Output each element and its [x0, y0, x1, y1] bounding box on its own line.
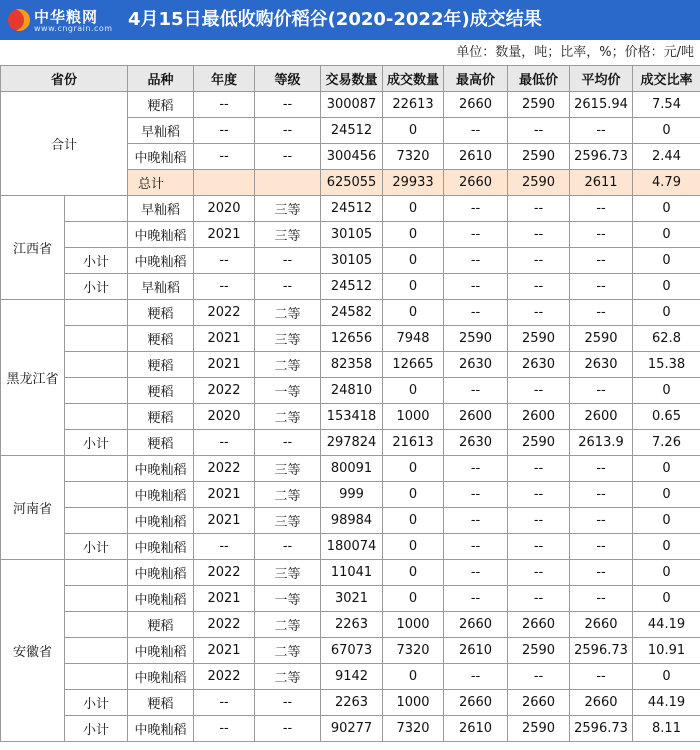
table-row — [1, 586, 700, 612]
subtotal-label: 小计 — [65, 534, 128, 560]
table-row — [1, 534, 700, 560]
table-cell: 12656 — [321, 326, 383, 352]
subtotal-label — [65, 300, 128, 326]
table-cell: -- — [444, 274, 508, 300]
table-cell: 三等 — [255, 456, 321, 482]
table-cell: -- — [508, 534, 570, 560]
table-cell: 2021 — [194, 508, 255, 534]
table-cell: 24512 — [321, 118, 383, 144]
table-cell: 三等 — [255, 222, 321, 248]
table-row — [1, 404, 700, 430]
table-cell: 2590 — [508, 638, 570, 664]
table-cell: 2630 — [508, 352, 570, 378]
table-cell: 9142 — [321, 664, 383, 690]
table-cell: -- — [508, 118, 570, 144]
table-cell: 67073 — [321, 638, 383, 664]
table-cell: 2021 — [194, 638, 255, 664]
table-cell: 1000 — [383, 404, 444, 430]
table-cell: 0 — [633, 664, 700, 690]
table-cell: 24512 — [321, 274, 383, 300]
table-cell: -- — [255, 144, 321, 170]
column-header: 品种 — [128, 66, 194, 92]
table-cell: 中晚籼稻 — [128, 586, 194, 612]
table-cell: 22613 — [383, 92, 444, 118]
table-cell: 二等 — [255, 482, 321, 508]
table-cell: 0 — [383, 482, 444, 508]
table-cell: 2021 — [194, 482, 255, 508]
table-cell: 0 — [633, 378, 700, 404]
table-cell: 二等 — [255, 664, 321, 690]
table-cell: 2610 — [444, 638, 508, 664]
table-cell: -- — [444, 560, 508, 586]
table-cell: -- — [194, 274, 255, 300]
table-cell: -- — [444, 118, 508, 144]
table-cell: 2660 — [508, 690, 570, 716]
table-cell: -- — [194, 144, 255, 170]
table-cell: 0 — [383, 586, 444, 612]
table-cell: -- — [570, 222, 633, 248]
table-cell: -- — [570, 664, 633, 690]
page-header — [0, 0, 700, 40]
table-cell: -- — [444, 534, 508, 560]
table-cell: -- — [255, 92, 321, 118]
table-cell: 0 — [633, 508, 700, 534]
table-cell: 中晚籼稻 — [128, 638, 194, 664]
table-cell: -- — [508, 508, 570, 534]
table-cell: 2600 — [570, 404, 633, 430]
table-cell: -- — [194, 430, 255, 456]
table-cell: -- — [255, 690, 321, 716]
table-cell: 0 — [633, 248, 700, 274]
table-cell: 粳稻 — [128, 378, 194, 404]
subtotal-label — [65, 586, 128, 612]
table-cell: 0 — [383, 248, 444, 274]
table-cell: 297824 — [321, 430, 383, 456]
table-cell: 中晚籼稻 — [128, 144, 194, 170]
subtotal-label — [65, 638, 128, 664]
table-cell: 2590 — [508, 716, 570, 742]
subtotal-label — [65, 196, 128, 222]
table-cell: 二等 — [255, 638, 321, 664]
site-logo[interactable] — [4, 4, 126, 36]
column-header: 交易数量 — [321, 66, 383, 92]
table-cell: 2630 — [444, 430, 508, 456]
table-cell: 粳稻 — [128, 404, 194, 430]
table-cell: 7.54 — [633, 92, 700, 118]
table-cell: 0 — [383, 222, 444, 248]
total-label: 总计 — [128, 170, 194, 196]
table-cell: 2660 — [570, 612, 633, 638]
table-cell: -- — [508, 222, 570, 248]
table-cell: 0 — [383, 378, 444, 404]
table-cell: 2020 — [194, 404, 255, 430]
province-name: 安徽省 — [1, 560, 65, 742]
table-cell: -- — [508, 300, 570, 326]
table-cell: 1000 — [383, 612, 444, 638]
column-header: 平均价 — [570, 66, 633, 92]
table-cell: -- — [444, 664, 508, 690]
page-title: 4月15日最低收购价稻谷(2020-2022年)成交结果 — [128, 9, 542, 30]
table-cell: 0 — [383, 118, 444, 144]
table-cell: 2660 — [444, 92, 508, 118]
table-cell: 300087 — [321, 92, 383, 118]
table-row — [1, 352, 700, 378]
table-cell: 二等 — [255, 352, 321, 378]
table-cell: 62.8 — [633, 326, 700, 352]
table-cell: 二等 — [255, 300, 321, 326]
subtotal-label: 小计 — [65, 274, 128, 300]
table-cell: 2021 — [194, 352, 255, 378]
table-cell: 2.44 — [633, 144, 700, 170]
table-cell: -- — [508, 248, 570, 274]
table-cell: -- — [194, 248, 255, 274]
table-cell: -- — [508, 560, 570, 586]
subtotal-label — [65, 456, 128, 482]
logo-url: www.cngrain.com — [34, 24, 113, 33]
table-cell: 7320 — [383, 716, 444, 742]
table-cell: 粳稻 — [128, 690, 194, 716]
column-header: 最高价 — [444, 66, 508, 92]
table-cell: -- — [570, 508, 633, 534]
table-cell: 0 — [383, 196, 444, 222]
table-cell: 2021 — [194, 326, 255, 352]
table-cell: 2022 — [194, 612, 255, 638]
table-cell: -- — [508, 482, 570, 508]
table-cell: 2630 — [570, 352, 633, 378]
table-row — [1, 560, 700, 586]
table-cell: 2660 — [444, 612, 508, 638]
table-cell: 中晚籼稻 — [128, 664, 194, 690]
table-cell: 早籼稻 — [128, 196, 194, 222]
table-cell: 中晚籼稻 — [128, 534, 194, 560]
table-cell: -- — [444, 456, 508, 482]
table-cell: -- — [570, 300, 633, 326]
table-cell: -- — [444, 222, 508, 248]
subtotal-label — [65, 222, 128, 248]
table-cell: 二等 — [255, 612, 321, 638]
total-cell: 2590 — [508, 170, 570, 196]
table-cell: 0.65 — [633, 404, 700, 430]
table-cell: 中晚籼稻 — [128, 248, 194, 274]
table-row — [1, 248, 700, 274]
table-cell: 90277 — [321, 716, 383, 742]
table-cell: 粳稻 — [128, 326, 194, 352]
subtotal-label — [65, 560, 128, 586]
column-header: 年度 — [194, 66, 255, 92]
subtotal-label — [65, 664, 128, 690]
table-cell: 2590 — [508, 326, 570, 352]
table-cell: 10.91 — [633, 638, 700, 664]
table-cell: -- — [508, 196, 570, 222]
table-cell: 180074 — [321, 534, 383, 560]
table-header-row — [1, 66, 700, 92]
table-cell: 2022 — [194, 456, 255, 482]
table-cell: 30105 — [321, 222, 383, 248]
column-header: 等级 — [255, 66, 321, 92]
table-cell: 0 — [633, 118, 700, 144]
table-cell: -- — [194, 716, 255, 742]
table-cell: 98984 — [321, 508, 383, 534]
table-cell: 30105 — [321, 248, 383, 274]
table-cell: -- — [255, 716, 321, 742]
total-cell: 2660 — [444, 170, 508, 196]
table-cell: -- — [255, 430, 321, 456]
table-cell: -- — [570, 586, 633, 612]
table-cell: 0 — [633, 300, 700, 326]
table-cell: -- — [444, 508, 508, 534]
table-cell: -- — [508, 664, 570, 690]
table-cell: 三等 — [255, 196, 321, 222]
table-cell: 2022 — [194, 664, 255, 690]
table-cell: 中晚籼稻 — [128, 222, 194, 248]
table-cell: 1000 — [383, 690, 444, 716]
table-cell: 2590 — [444, 326, 508, 352]
table-cell: 24582 — [321, 300, 383, 326]
table-cell: 0 — [633, 586, 700, 612]
table-cell: 中晚籼稻 — [128, 716, 194, 742]
table-row — [1, 92, 700, 118]
table-row — [1, 716, 700, 742]
subtotal-label: 小计 — [65, 248, 128, 274]
table-cell: 0 — [633, 456, 700, 482]
table-cell: 2021 — [194, 222, 255, 248]
table-row — [1, 274, 700, 300]
column-header: 成交数量 — [383, 66, 444, 92]
subtotal-label — [65, 612, 128, 638]
table-cell: 24810 — [321, 378, 383, 404]
table-row — [1, 378, 700, 404]
table-cell: 粳稻 — [128, 612, 194, 638]
table-cell: -- — [508, 274, 570, 300]
province-name: 江西省 — [1, 196, 65, 300]
table-cell: 2660 — [570, 690, 633, 716]
table-row — [1, 430, 700, 456]
table-cell: 早籼稻 — [128, 274, 194, 300]
table-cell: 一等 — [255, 586, 321, 612]
table-row — [1, 638, 700, 664]
summary-label: 合计 — [1, 92, 128, 196]
subtotal-label — [65, 378, 128, 404]
table-cell: 12665 — [383, 352, 444, 378]
table-cell: 0 — [383, 456, 444, 482]
table-row — [1, 482, 700, 508]
logo-mark-icon — [8, 9, 30, 31]
table-cell: 0 — [633, 222, 700, 248]
column-header: 成交比率 — [633, 66, 700, 92]
subtotal-label — [65, 508, 128, 534]
province-name: 黑龙江省 — [1, 300, 65, 456]
subtotal-label: 小计 — [65, 690, 128, 716]
table-cell: -- — [255, 248, 321, 274]
table-cell: -- — [255, 118, 321, 144]
table-cell: -- — [570, 482, 633, 508]
table-row — [1, 196, 700, 222]
table-cell: 44.19 — [633, 690, 700, 716]
total-cell: 4.79 — [633, 170, 700, 196]
table-cell: 2596.73 — [570, 144, 633, 170]
table-cell: 2021 — [194, 586, 255, 612]
table-cell: 0 — [383, 560, 444, 586]
table-cell: 11041 — [321, 560, 383, 586]
table-cell: -- — [444, 586, 508, 612]
table-cell: 2022 — [194, 300, 255, 326]
table-cell: 2590 — [570, 326, 633, 352]
table-cell: -- — [255, 534, 321, 560]
table-cell: 2590 — [508, 144, 570, 170]
table-cell: 早籼稻 — [128, 118, 194, 144]
table-cell: -- — [570, 378, 633, 404]
table-cell: 2660 — [444, 690, 508, 716]
table-cell: 0 — [633, 274, 700, 300]
table-cell: 2020 — [194, 196, 255, 222]
table-row — [1, 690, 700, 716]
table-cell: 2610 — [444, 144, 508, 170]
table-cell: -- — [444, 248, 508, 274]
table-cell: 0 — [383, 534, 444, 560]
table-cell: 粳稻 — [128, 300, 194, 326]
total-cell — [194, 170, 255, 196]
table-cell: 7.26 — [633, 430, 700, 456]
column-header: 最低价 — [508, 66, 570, 92]
table-cell: 三等 — [255, 560, 321, 586]
table-cell: 2610 — [444, 716, 508, 742]
table-cell: -- — [194, 690, 255, 716]
subtotal-label — [65, 352, 128, 378]
table-cell: 7320 — [383, 638, 444, 664]
table-cell: -- — [194, 534, 255, 560]
table-cell: 一等 — [255, 378, 321, 404]
total-cell: 29933 — [383, 170, 444, 196]
table-cell: 80091 — [321, 456, 383, 482]
table-row — [1, 612, 700, 638]
total-cell: 2611 — [570, 170, 633, 196]
unit-note: 单位：数量，吨；比率，%；价格：元/吨 — [456, 45, 694, 60]
table-cell: 0 — [383, 300, 444, 326]
table-cell: -- — [570, 534, 633, 560]
subtotal-label — [65, 326, 128, 352]
table-cell: 300456 — [321, 144, 383, 170]
table-cell: 153418 — [321, 404, 383, 430]
table-cell: 15.38 — [633, 352, 700, 378]
table-cell: 2630 — [444, 352, 508, 378]
table-row — [1, 508, 700, 534]
total-cell — [255, 170, 321, 196]
table-cell: 82358 — [321, 352, 383, 378]
subtotal-label — [65, 404, 128, 430]
table-cell: 2660 — [508, 612, 570, 638]
table-cell: -- — [444, 482, 508, 508]
subtotal-label: 小计 — [65, 430, 128, 456]
subtotal-label: 小计 — [65, 716, 128, 742]
table-cell: 粳稻 — [128, 430, 194, 456]
table-cell: 三等 — [255, 326, 321, 352]
table-cell: 0 — [383, 274, 444, 300]
table-cell: 2590 — [508, 92, 570, 118]
table-row — [1, 664, 700, 690]
table-row — [1, 222, 700, 248]
province-name: 河南省 — [1, 456, 65, 560]
column-header: 省份 — [1, 66, 128, 92]
table-cell: 2263 — [321, 612, 383, 638]
table-cell: 2596.73 — [570, 638, 633, 664]
table-cell: -- — [570, 248, 633, 274]
table-cell: 999 — [321, 482, 383, 508]
table-cell: 2596.73 — [570, 716, 633, 742]
table-cell: 2022 — [194, 560, 255, 586]
table-cell: -- — [570, 456, 633, 482]
table-cell: 3021 — [321, 586, 383, 612]
total-cell: 625055 — [321, 170, 383, 196]
table-cell: 0 — [383, 508, 444, 534]
table-cell: -- — [194, 92, 255, 118]
table-cell: 三等 — [255, 508, 321, 534]
table-cell: -- — [508, 378, 570, 404]
table-cell: 2613.9 — [570, 430, 633, 456]
table-cell: -- — [570, 196, 633, 222]
table-cell: 0 — [383, 664, 444, 690]
table-cell: 44.19 — [633, 612, 700, 638]
logo-text: 中华粮网 — [34, 8, 99, 26]
results-table — [0, 65, 700, 742]
table-cell: 2590 — [508, 430, 570, 456]
table-cell: -- — [508, 456, 570, 482]
table-cell: -- — [570, 118, 633, 144]
table-cell: 中晚籼稻 — [128, 508, 194, 534]
table-cell: 2263 — [321, 690, 383, 716]
table-cell: 0 — [633, 534, 700, 560]
table-cell: -- — [444, 300, 508, 326]
table-cell: 21613 — [383, 430, 444, 456]
table-cell: -- — [255, 274, 321, 300]
table-cell: 7320 — [383, 144, 444, 170]
table-cell: 粳稻 — [128, 352, 194, 378]
table-cell: 0 — [633, 560, 700, 586]
table-cell: 8.11 — [633, 716, 700, 742]
table-row — [1, 300, 700, 326]
subtotal-label — [65, 482, 128, 508]
table-cell: 0 — [633, 482, 700, 508]
table-cell: 7948 — [383, 326, 444, 352]
table-cell: 2600 — [508, 404, 570, 430]
table-cell: -- — [444, 196, 508, 222]
table-cell: -- — [194, 118, 255, 144]
table-cell: 中晚籼稻 — [128, 482, 194, 508]
table-row — [1, 456, 700, 482]
table-cell: 2022 — [194, 378, 255, 404]
table-cell: 粳稻 — [128, 92, 194, 118]
table-cell: 2600 — [444, 404, 508, 430]
table-cell: -- — [508, 586, 570, 612]
table-cell: 0 — [633, 196, 700, 222]
table-cell: -- — [444, 378, 508, 404]
table-cell: 二等 — [255, 404, 321, 430]
table-cell: -- — [570, 274, 633, 300]
table-row — [1, 326, 700, 352]
table-cell: 中晚籼稻 — [128, 456, 194, 482]
table-cell: 24512 — [321, 196, 383, 222]
table-cell: -- — [570, 560, 633, 586]
table-cell: 2615.94 — [570, 92, 633, 118]
table-cell: 中晚籼稻 — [128, 560, 194, 586]
